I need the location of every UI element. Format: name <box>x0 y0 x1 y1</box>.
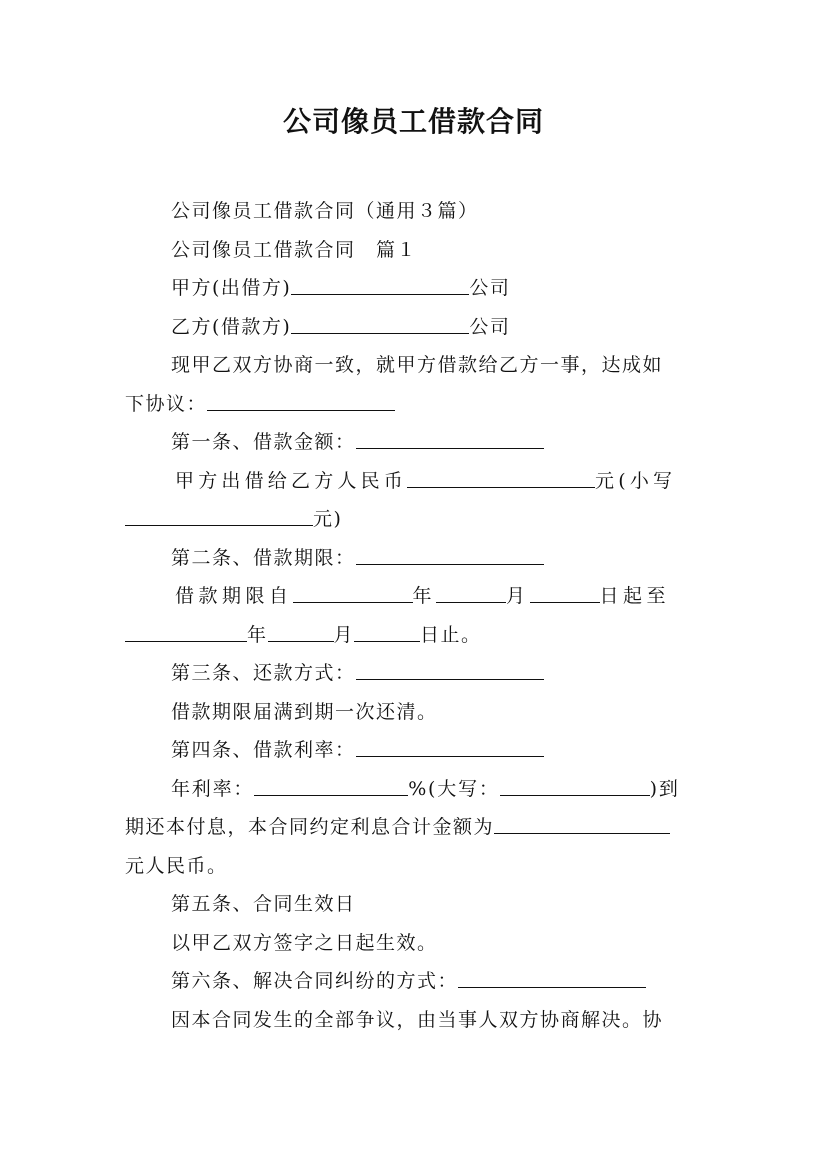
paragraph-line <box>125 693 703 732</box>
text: 因本合同发生的全部争议，由当事人双方协商解决。协 <box>171 1008 664 1031</box>
clause-heading <box>125 731 703 770</box>
paragraph-line <box>125 808 703 847</box>
suffix: 元(小写 <box>595 469 677 492</box>
fill-blank <box>254 775 408 796</box>
label: 甲方(出借方) <box>171 277 292 299</box>
label: 第六条、解决合同纠纷的方式： <box>171 970 459 992</box>
fill-blank <box>436 582 506 603</box>
text: 年 <box>247 623 268 646</box>
fill-blank <box>500 775 650 796</box>
text: 日起至 <box>599 585 671 607</box>
label: 乙方(借款方) <box>171 315 292 338</box>
fill-blank <box>407 467 595 488</box>
paragraph-line <box>125 462 703 501</box>
text: 年 <box>412 585 437 607</box>
paragraph-line <box>125 770 703 809</box>
text: 以甲乙双方签字之日起生效。 <box>171 931 438 954</box>
clause-heading <box>125 962 703 1001</box>
label: 期还本付息，本合同约定利息合计金额为 <box>125 816 495 838</box>
clause-heading <box>125 654 703 693</box>
fill-blank <box>356 659 544 680</box>
fill-blank <box>494 813 670 834</box>
fill-blank <box>293 582 413 603</box>
label: 第一条、借款金额： <box>171 431 356 453</box>
text: 月 <box>506 585 530 607</box>
fill-blank <box>530 582 600 603</box>
fill-blank <box>356 736 544 757</box>
clause-heading <box>125 885 703 924</box>
fill-blank <box>268 621 334 642</box>
text: 日止。 <box>420 623 482 646</box>
suffix: 公司 <box>469 277 511 299</box>
label: 第四条、借款利率： <box>171 739 356 761</box>
party-b-line <box>125 308 703 347</box>
fill-blank <box>356 544 544 565</box>
text: 借款期限届满到期一次还清。 <box>171 700 438 723</box>
text: )到 <box>649 777 680 800</box>
fill-blank <box>458 967 646 988</box>
text: 月 <box>333 623 355 646</box>
fill-blank <box>125 621 247 642</box>
paragraph-line <box>125 616 703 655</box>
suffix: 公司 <box>469 315 511 338</box>
label: 第三条、还款方式： <box>171 662 356 684</box>
suffix: 元) <box>313 508 343 530</box>
text: 公司像员工借款合同 篇１ <box>171 238 418 261</box>
paragraph-line <box>125 847 703 886</box>
label: 第二条、借款期限： <box>171 546 356 569</box>
section-heading <box>125 231 703 270</box>
fill-blank <box>354 621 420 642</box>
paragraph-line <box>125 577 703 616</box>
fill-blank <box>125 505 313 526</box>
clause-heading <box>125 539 703 578</box>
subtitle-line <box>125 192 703 231</box>
label: 下协议： <box>125 392 208 415</box>
paragraph-line <box>125 1001 703 1040</box>
document-title: 公司像员工借款合同 <box>282 105 544 138</box>
document-body <box>125 192 703 1039</box>
label: 甲方出借给乙方人民币 <box>175 469 408 492</box>
text: 公司像员工借款合同（通用３篇） <box>171 200 479 222</box>
paragraph-line <box>125 385 703 424</box>
text: 现甲乙双方协商一致，就甲方借款给乙方一事，达成如 <box>171 354 664 376</box>
text: %(大写： <box>408 777 500 800</box>
fill-blank <box>291 274 469 295</box>
text: 借款期限自 <box>175 585 293 607</box>
paragraph-line <box>125 500 703 539</box>
fill-blank <box>356 428 544 449</box>
fill-blank <box>291 313 469 334</box>
clause-heading <box>125 423 703 462</box>
party-a-line <box>125 269 703 308</box>
fill-blank <box>207 390 395 411</box>
text: 第五条、合同生效日 <box>171 893 356 915</box>
text: 年利率： <box>171 777 255 800</box>
text: 元人民币。 <box>125 854 228 877</box>
paragraph-line <box>125 346 703 385</box>
paragraph-line <box>125 924 703 963</box>
